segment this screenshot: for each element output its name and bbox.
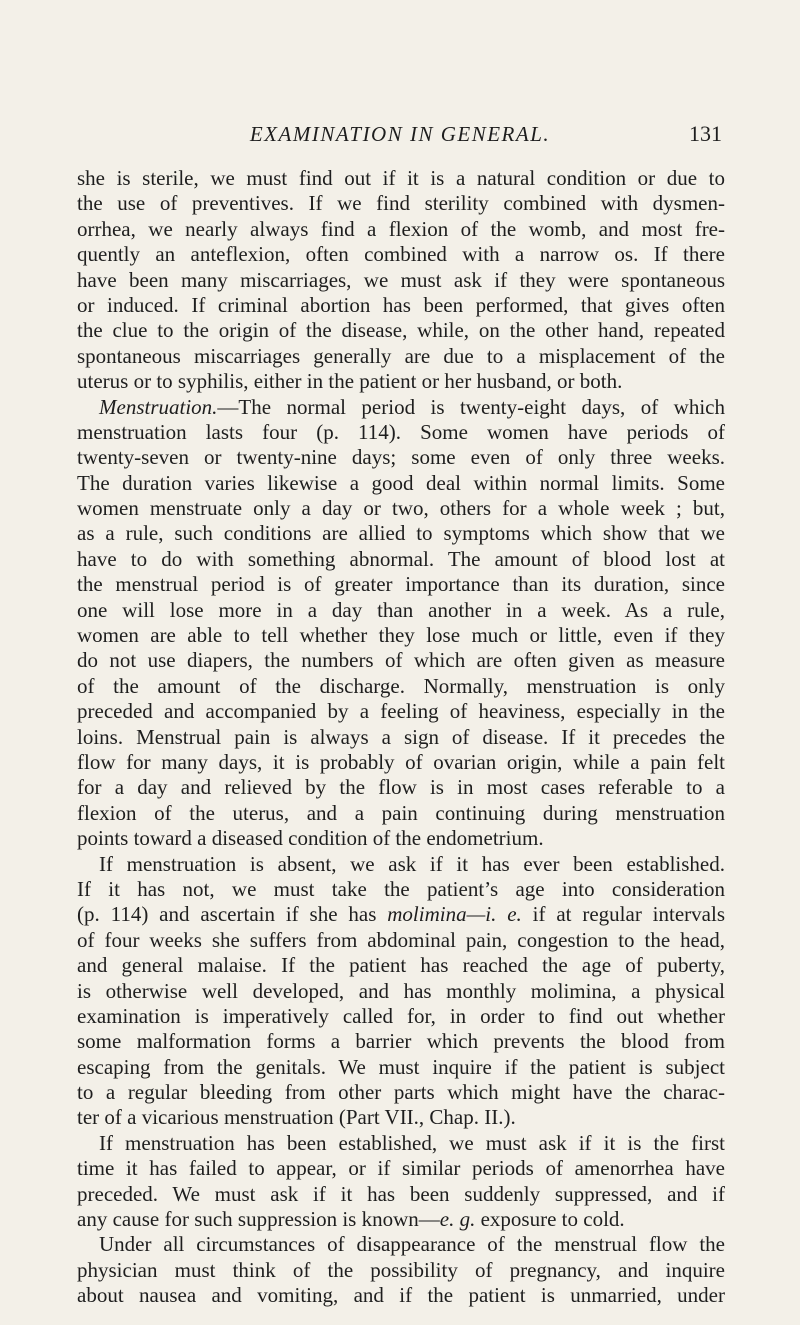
line-text: any cause for such suppression is known—	[77, 1207, 440, 1232]
text-line	[77, 1283, 725, 1308]
text-line	[77, 293, 725, 318]
line-text: The duration varies likewise a good deal within normal limits. Some	[77, 470, 725, 495]
line-text: have to do with something abnormal. The amount of blood lost at	[77, 546, 725, 571]
text-line	[77, 1055, 725, 1080]
line-text: of the amount of the discharge. Normally, menstruation is only	[77, 673, 725, 698]
text-line	[77, 1131, 725, 1156]
text-line	[77, 344, 725, 369]
line-text: physician must think of the possibility of pregnancy, and inquire	[77, 1257, 725, 1282]
text-line	[77, 801, 725, 826]
line-text: quently an anteflexion, often combined with a narrow os. If there	[77, 242, 725, 267]
line-text: is otherwise well developed, and has monthly molimina, a physical	[77, 978, 725, 1003]
line-text: as a rule, such conditions are allied to symptoms which show that we	[77, 521, 725, 546]
text-line	[77, 166, 725, 191]
text-line	[77, 852, 725, 877]
text-line	[77, 1258, 725, 1283]
line-text: women are able to tell whether they lose much or little, even if they	[77, 623, 725, 648]
text-line	[77, 979, 725, 1004]
text-line	[77, 1207, 725, 1232]
line-text: some malformation forms a barrier which prevents the blood from	[77, 1029, 725, 1054]
text-line	[77, 445, 725, 470]
italic-term: molimina—i. e.	[387, 902, 522, 927]
line-text: If it has not, we must take the patient’s age into consideration	[77, 876, 725, 901]
text-line	[77, 191, 725, 216]
line-text: flexion of the uterus, and a pain continuing during menstruation	[77, 800, 725, 825]
text-line	[77, 1080, 725, 1105]
line-text: points toward a diseased condition of the endometrium.	[77, 826, 544, 851]
text-line	[77, 928, 725, 953]
line-text: Under all circumstances of disappearance of the menstrual flow the	[99, 1232, 725, 1257]
line-text: If menstruation is absent, we ask if it has ever been established.	[99, 851, 725, 876]
text-line	[77, 648, 725, 673]
text-line	[77, 521, 725, 546]
text-line	[77, 318, 725, 343]
line-text: examination is imperatively called for, in order to find out whether	[77, 1003, 725, 1028]
line-text: flow for many days, it is probably of ovarian origin, while a pain felt	[77, 749, 725, 774]
line-text: and general malaise. If the patient has reached the age of puberty,	[77, 953, 725, 978]
text-line	[77, 902, 725, 927]
line-text: exposure to cold.	[475, 1207, 625, 1232]
text-line	[77, 826, 725, 851]
text-line	[77, 496, 725, 521]
line-text: orrhea, we nearly always find a flexion of the womb, and most fre-	[77, 216, 725, 241]
line-text: preceded. We must ask if it has been suddenly suppressed, and if	[77, 1181, 725, 1206]
text-line	[77, 775, 725, 800]
line-text: have been many miscarriages, we must ask if they were spontaneous	[77, 267, 725, 292]
line-text: uterus or to syphilis, either in the patient or her husband, or both.	[77, 369, 623, 394]
text-line	[77, 547, 725, 572]
line-text: ter of a vicarious menstruation (Part VII., Chap. II.).	[77, 1105, 516, 1130]
text-line	[77, 369, 725, 394]
italic-term: e. g.	[439, 1207, 476, 1232]
line-text: one will lose more in a day than another in a week. As a rule,	[77, 597, 725, 622]
line-text: if at regular intervals	[521, 902, 725, 927]
text-line	[77, 623, 725, 648]
line-text: the use of preventives. If we find sterility combined with dysmen-	[77, 191, 725, 216]
line-text: for a day and relieved by the flow is in most cases referable to a	[77, 775, 725, 800]
text-line	[77, 725, 725, 750]
body-text	[77, 166, 725, 1309]
text-line	[77, 395, 725, 420]
line-text: the menstrual period is of greater importance than its duration, since	[77, 572, 725, 597]
line-text: do not use diapers, the numbers of which are often given as measure	[77, 648, 725, 673]
text-line	[77, 699, 725, 724]
text-line	[77, 268, 725, 293]
line-text: If menstruation has been established, we must ask if it is the first	[99, 1130, 725, 1155]
text-line	[77, 953, 725, 978]
line-text: escaping from the genitals. We must inquire if the patient is subject	[77, 1054, 725, 1079]
text-line	[77, 217, 725, 242]
text-line	[77, 750, 725, 775]
text-line	[77, 1156, 725, 1181]
text-line	[77, 877, 725, 902]
line-text: or induced. If criminal abortion has been performed, that gives often	[77, 292, 725, 317]
text-line	[77, 1105, 725, 1130]
text-line	[77, 242, 725, 267]
line-text: to a regular bleeding from other parts which might have the charac-	[77, 1080, 725, 1105]
line-text: preceded and accompanied by a feeling of heaviness, especially in the	[77, 699, 725, 724]
line-text: spontaneous miscarriages generally are due to a misplacement of the	[77, 343, 725, 368]
text-line	[77, 1029, 725, 1054]
text-line	[77, 572, 725, 597]
text-line	[77, 471, 725, 496]
text-line	[77, 674, 725, 699]
line-text: she is sterile, we must find out if it is a natural condition or due to	[77, 166, 725, 190]
running-head: EXAMINATION IN GENERAL.	[249, 122, 551, 146]
line-text: of four weeks she suffers from abdominal pain, congestion to the head,	[77, 927, 725, 952]
line-text: (p. 114) and ascertain if she has	[77, 902, 388, 927]
line-text: menstruation lasts four (p. 114). Some women have periods of	[77, 419, 725, 444]
text-line	[77, 1182, 725, 1207]
line-text: women menstruate only a day or two, others for a whole week ; but,	[77, 496, 725, 521]
line-text: twenty-seven or twenty-nine days; some even of only three weeks.	[77, 445, 725, 470]
section-heading: Menstruation.	[99, 394, 218, 419]
line-text: the clue to the origin of the disease, while, on the other hand, repeated	[77, 318, 725, 343]
text-line	[77, 420, 725, 445]
line-text: about nausea and vomiting, and if the patient is unmarried, under	[77, 1283, 725, 1308]
page-number: 131	[689, 121, 722, 146]
text-line	[77, 1004, 725, 1029]
text-line	[77, 1232, 725, 1257]
line-text: loins. Menstrual pain is always a sign of disease. If it precedes the	[77, 724, 725, 749]
line-text: —The normal period is twenty-eight days, of which	[217, 394, 725, 419]
line-text: time it has failed to appear, or if similar periods of amenorrhea have	[77, 1156, 725, 1181]
text-line	[77, 598, 725, 623]
